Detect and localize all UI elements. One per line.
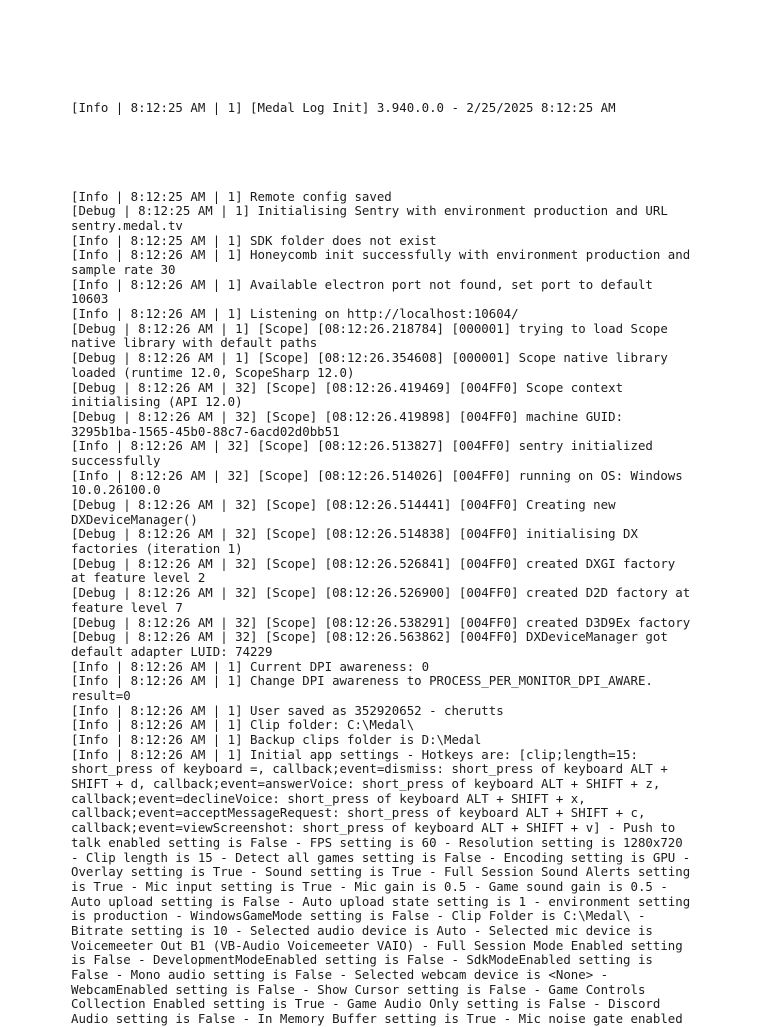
log-line: - Clip length is 15 - Detect all games setting is False - Encoding setting is GPU - bbox=[71, 849, 691, 865]
log-line: [Info | 8:12:26 AM | 1] Change DPI awareness to PROCESS_PER_MONITOR_DPI_AWARE. bbox=[71, 673, 653, 689]
log-line: is False - DevelopmentModeEnabled setting is False - SdkModeEnabled setting is bbox=[71, 952, 653, 968]
blank-line bbox=[71, 146, 711, 161]
log-line: callback;event=acceptMessageRequest: short_press of keyboard ALT + SHIFT + c, bbox=[71, 805, 646, 821]
log-line: 3295b1ba-1565-45b0-88c7-6acd02d0bb51 bbox=[71, 423, 340, 439]
log-line: [Debug | 8:12:26 AM | 32] [Scope] [08:12:26.514441] [004FF0] Creating new bbox=[71, 497, 616, 513]
log-line: False - Mono audio setting is False - Selected webcam device is <None> - bbox=[71, 967, 609, 983]
log-line: [Debug | 8:12:25 AM | 1] Initialising Sentry with environment production and URL bbox=[71, 203, 668, 219]
log-line: talk enabled setting is False - FPS setting is 60 - Resolution setting is 1280x720 bbox=[71, 834, 683, 850]
log-line: [Debug | 8:12:26 AM | 32] [Scope] [08:12:26.514838] [004FF0] initialising DX bbox=[71, 526, 638, 542]
log-line: Auto upload setting is False - Auto upload state setting is 1 - environment setting bbox=[71, 893, 691, 909]
log-line: short_press of keyboard =, callback;event=dismiss: short_press of keyboard ALT + bbox=[71, 761, 668, 777]
log-line: initialising (API 12.0) bbox=[71, 394, 243, 410]
log-line: [Info | 8:12:26 AM | 1] Listening on http://localhost:10604/ bbox=[71, 306, 519, 322]
log-line: DXDeviceManager() bbox=[71, 511, 198, 527]
log-line: default adapter LUID: 74229 bbox=[71, 643, 273, 659]
log-line: [Info | 8:12:25 AM | 1] SDK folder does not exist bbox=[71, 232, 437, 248]
log-line: [Info | 8:12:26 AM | 1] Available electron port not found, set port to default bbox=[71, 276, 653, 292]
log-line: is production - WindowsGameMode setting is False - Clip Folder is C:\Medal\ - bbox=[71, 908, 646, 924]
log-line: 10.0.26100.0 bbox=[71, 482, 161, 498]
log-line: [Debug | 8:12:26 AM | 32] [Scope] [08:12:26.419469] [004FF0] Scope context bbox=[71, 379, 624, 395]
log-line: callback;event=declineVoice: short_press of keyboard ALT + SHIFT + x, bbox=[71, 790, 586, 806]
log-line: result=0 bbox=[71, 687, 131, 703]
log-line: [Info | 8:12:25 AM | 1] Remote config saved bbox=[71, 188, 392, 204]
log-line: Collection Enabled setting is True - Game Audio Only setting is False - Discord bbox=[71, 996, 661, 1012]
log-line: [Info | 8:12:26 AM | 1] Clip folder: C:\Medal\ bbox=[71, 717, 415, 733]
log-line: Voicemeeter Out B1 (VB-Audio Voicemeeter VAIO) - Full Session Mode Enabled setting bbox=[71, 937, 683, 953]
log-line: [Info | 8:12:26 AM | 1] Honeycomb init successfully with environment production and bbox=[71, 247, 691, 263]
log-line: successfully bbox=[71, 452, 161, 468]
log-line: loaded (runtime 12.0, ScopeSharp 12.0) bbox=[71, 364, 355, 380]
log-text bbox=[71, 72, 711, 1027]
log-line: Overlay setting is True - Sound setting is True - Full Session Sound Alerts setting bbox=[71, 864, 691, 880]
log-line: [Info | 8:12:26 AM | 1] Initial app settings - Hotkeys are: [clip;length=15: bbox=[71, 746, 638, 762]
log-line: at feature level 2 bbox=[71, 570, 206, 586]
log-line: [Debug | 8:12:26 AM | 1] [Scope] [08:12:26.354608] [000001] Scope native library bbox=[71, 350, 668, 366]
log-header-line: [Info | 8:12:25 AM | 1] [Medal Log Init] 3.940.0.0 - 2/25/2025 8:12:25 AM bbox=[71, 100, 616, 116]
log-line: [Info | 8:12:26 AM | 32] [Scope] [08:12:26.514026] [004FF0] running on OS: Windows bbox=[71, 467, 683, 483]
log-line: [Debug | 8:12:26 AM | 1] [Scope] [08:12:26.218784] [000001] trying to load Scope bbox=[71, 320, 668, 336]
log-line: callback;event=viewScreenshot: short_press of keyboard ALT + SHIFT + v] - Push to bbox=[71, 820, 676, 836]
log-line: native library with default paths bbox=[71, 335, 318, 351]
log-line: sample rate 30 bbox=[71, 262, 176, 278]
log-line: sentry.medal.tv bbox=[71, 217, 183, 233]
log-line: feature level 7 bbox=[71, 599, 183, 615]
log-line: [Debug | 8:12:26 AM | 32] [Scope] [08:12:26.538291] [004FF0] created D3D9Ex factory bbox=[71, 614, 691, 630]
log-line: Audio setting is False - In Memory Buffer setting is True - Mic noise gate enabled bbox=[71, 1011, 683, 1027]
log-line: SHIFT + d, callback;event=answerVoice: short_press of keyboard ALT + SHIFT + z, bbox=[71, 776, 661, 792]
log-line: [Info | 8:12:26 AM | 1] Current DPI awareness: 0 bbox=[71, 658, 430, 674]
log-line: is True - Mic input setting is True - Mic gain is 0.5 - Game sound gain is 0.5 - bbox=[71, 878, 668, 894]
log-line: [Debug | 8:12:26 AM | 32] [Scope] [08:12:26.563862] [004FF0] DXDeviceManager got bbox=[71, 629, 668, 645]
log-line: [Debug | 8:12:26 AM | 32] [Scope] [08:12:26.526841] [004FF0] created DXGI factory bbox=[71, 555, 676, 571]
log-line: [Debug | 8:12:26 AM | 32] [Scope] [08:12:26.419898] [004FF0] machine GUID: bbox=[71, 408, 624, 424]
log-line: factories (iteration 1) bbox=[71, 541, 243, 557]
log-line: [Info | 8:12:26 AM | 32] [Scope] [08:12:26.513827] [004FF0] sentry initialized bbox=[71, 438, 653, 454]
log-line: Bitrate setting is 10 - Selected audio device is Auto - Selected mic device is bbox=[71, 922, 653, 938]
log-line: 10603 bbox=[71, 291, 109, 307]
log-line: [Debug | 8:12:26 AM | 32] [Scope] [08:12:26.526900] [004FF0] created D2D factory at bbox=[71, 585, 691, 601]
log-line: [Info | 8:12:26 AM | 1] Backup clips folder is D:\Medal bbox=[71, 732, 482, 748]
log-line: [Info | 8:12:26 AM | 1] User saved as 352920652 - cherutts bbox=[71, 702, 504, 718]
log-line: WebcamEnabled setting is False - Show Cursor setting is False - Game Controls bbox=[71, 981, 646, 997]
